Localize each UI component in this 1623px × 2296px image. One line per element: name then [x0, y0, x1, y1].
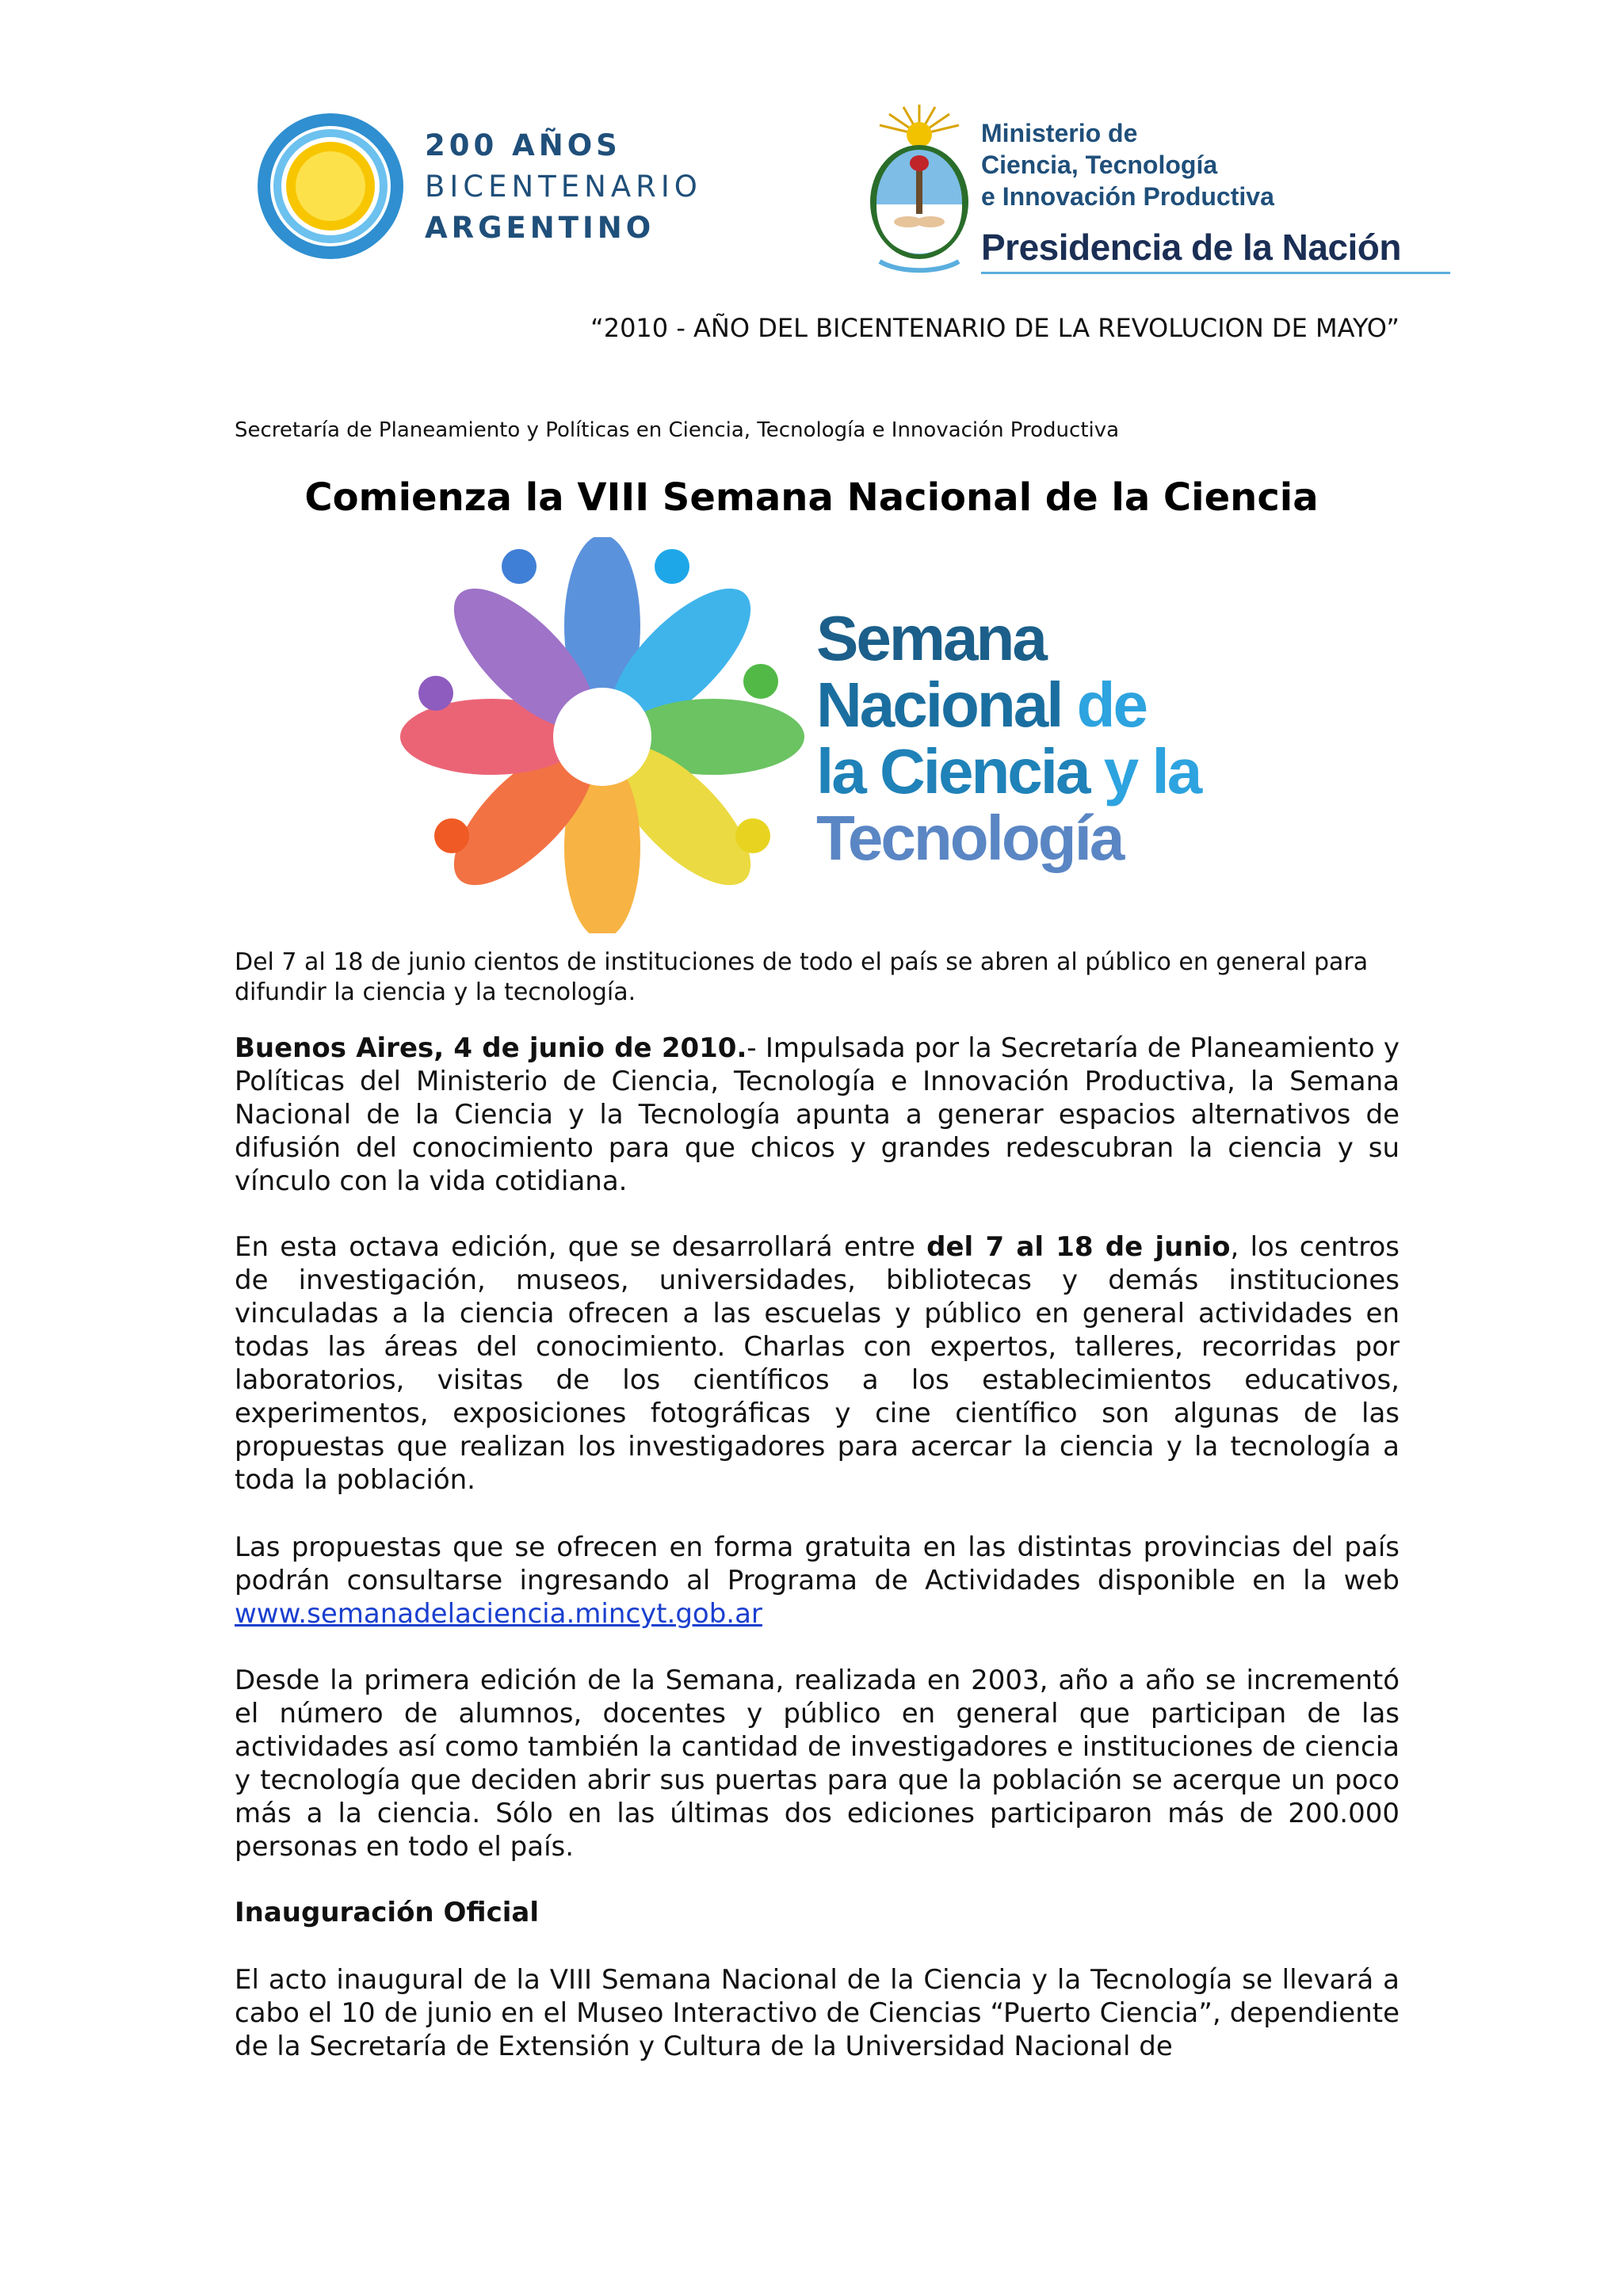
ministerio-logo	[856, 103, 1411, 281]
semana-flower-icon	[388, 537, 816, 933]
year-quote: “2010 - AÑO DEL BICENTENARIO DE LA REVOLUCION DE MAYO”	[590, 313, 1400, 343]
wordmark-line-4: Tecnología	[816, 803, 1123, 873]
wordmark-line-2b: de	[1076, 669, 1147, 740]
ministerio-name	[981, 117, 1274, 212]
paragraph-5	[235, 1963, 1400, 2063]
paragraph-1-text: - Impulsada por la Secretaría de Planeamiento y Políticas del Ministerio de Ciencia, Tecnología e Innovación Productiva, la Semana Nacional de la Ciencia y la Tecnología apunta a generar espacios alternativos de difusión del conocimiento para que chicos y grandes redescubran la ciencia y su vínculo con la vida cotidiana.	[235, 1032, 1400, 1197]
paragraph-4-text: Desde la primera edición de la Semana, realizada en 2003, año a año se incrementó el número de alumnos, docentes y público en general que participan de las actividades así como también la cantidad de investigadores e instituciones de ciencia y tecnología que deciden abrir sus puertas para que la población se acerque un poco más a la ciencia. Sólo en las últimas dos ediciones participaron más de 200.000 personas en todo el país.	[235, 1665, 1400, 1863]
wordmark-line-3	[816, 738, 1200, 805]
bicentenario-sun-icon	[255, 111, 406, 261]
dateline: Buenos Aires, 4 de junio de 2010.	[235, 1032, 747, 1064]
lead-paragraph	[235, 948, 1400, 1008]
paragraph-2-dates: del 7 al 18 de junio	[926, 1231, 1231, 1263]
lead-text: Del 7 al 18 de junio cientos de instituciones de todo el país se abren al público en general para difundir la ciencia y la tecnología.	[235, 948, 1369, 1006]
paragraph-5-text: El acto inaugural de la VIII Semana Nacional de la Ciencia y la Tecnología se llevará a cabo el 10 de junio en el Museo Interactivo de Ciencias “Puerto Ciencia”, dependiente de la Secretaría de Extensión y Cultura de la Universidad Nacional de	[235, 1964, 1400, 2062]
national-shield-icon	[856, 103, 983, 281]
paragraph-1	[235, 1032, 1400, 1198]
paragraph-2-pre: En esta octava edición, que se desarrollará entre	[235, 1231, 927, 1263]
presidencia-underline	[981, 272, 1450, 274]
bicentenario-line-3: ARGENTINO	[425, 211, 655, 245]
page-title: Comienza la VIII Semana Nacional de la Ciencia	[304, 475, 1319, 520]
secretaria-line: Secretaría de Planeamiento y Políticas en Ciencia, Tecnología e Innovación Productiva	[235, 418, 1120, 442]
ministerio-line-2: Ciencia, Tecnología	[981, 151, 1218, 179]
semana-wordmark	[816, 605, 1200, 871]
ministerio-line-3: e Innovación Productiva	[981, 182, 1274, 211]
bicentenario-logo	[255, 111, 731, 269]
wordmark-line-1: Semana	[816, 603, 1045, 673]
bicentenario-line-1: 200 AÑOS	[425, 128, 621, 162]
wordmark-line-2a: Nacional	[816, 669, 1077, 740]
wordmark-line-3b: y la	[1103, 736, 1201, 807]
paragraph-2-post: , los centros de investigación, museos, universidades, bibliotecas y demás instituciones vinculadas a la ciencia ofrecen a las escuelas y público en general actividades en todas las áreas del conocimiento. Charlas con expertos, talleres, recorridas por laboratorios, visitas de los científicos a los establecimientos educativos, experimentos, exposiciones fotográficas y cine científico son algunas de las propuestas que realizan los investigadores para acercar la ciencia y la tecnología a toda la población.	[235, 1231, 1400, 1496]
section-heading: Inauguración Oficial	[235, 1897, 539, 1928]
bicentenario-line-2: BICENTENARIO	[425, 170, 702, 204]
paragraph-3-text: Las propuestas que se ofrecen en forma gratuita en las distintas provincias del país podrán consultarse ingresando al Programa de Actividades disponible en la web	[235, 1531, 1400, 1596]
presidencia-label: Presidencia de la Nación	[981, 227, 1402, 268]
paragraph-3	[235, 1531, 1400, 1630]
semana-logo	[388, 537, 1260, 933]
wordmark-line-2	[816, 669, 1200, 740]
ministerio-line-1: Ministerio de	[981, 119, 1138, 147]
website-link[interactable]: www.semanadelaciencia.mincyt.gob.ar	[235, 1598, 762, 1630]
wordmark-line-3a: la Ciencia	[816, 736, 1104, 807]
paragraph-2	[235, 1230, 1400, 1497]
paragraph-4	[235, 1664, 1400, 1863]
